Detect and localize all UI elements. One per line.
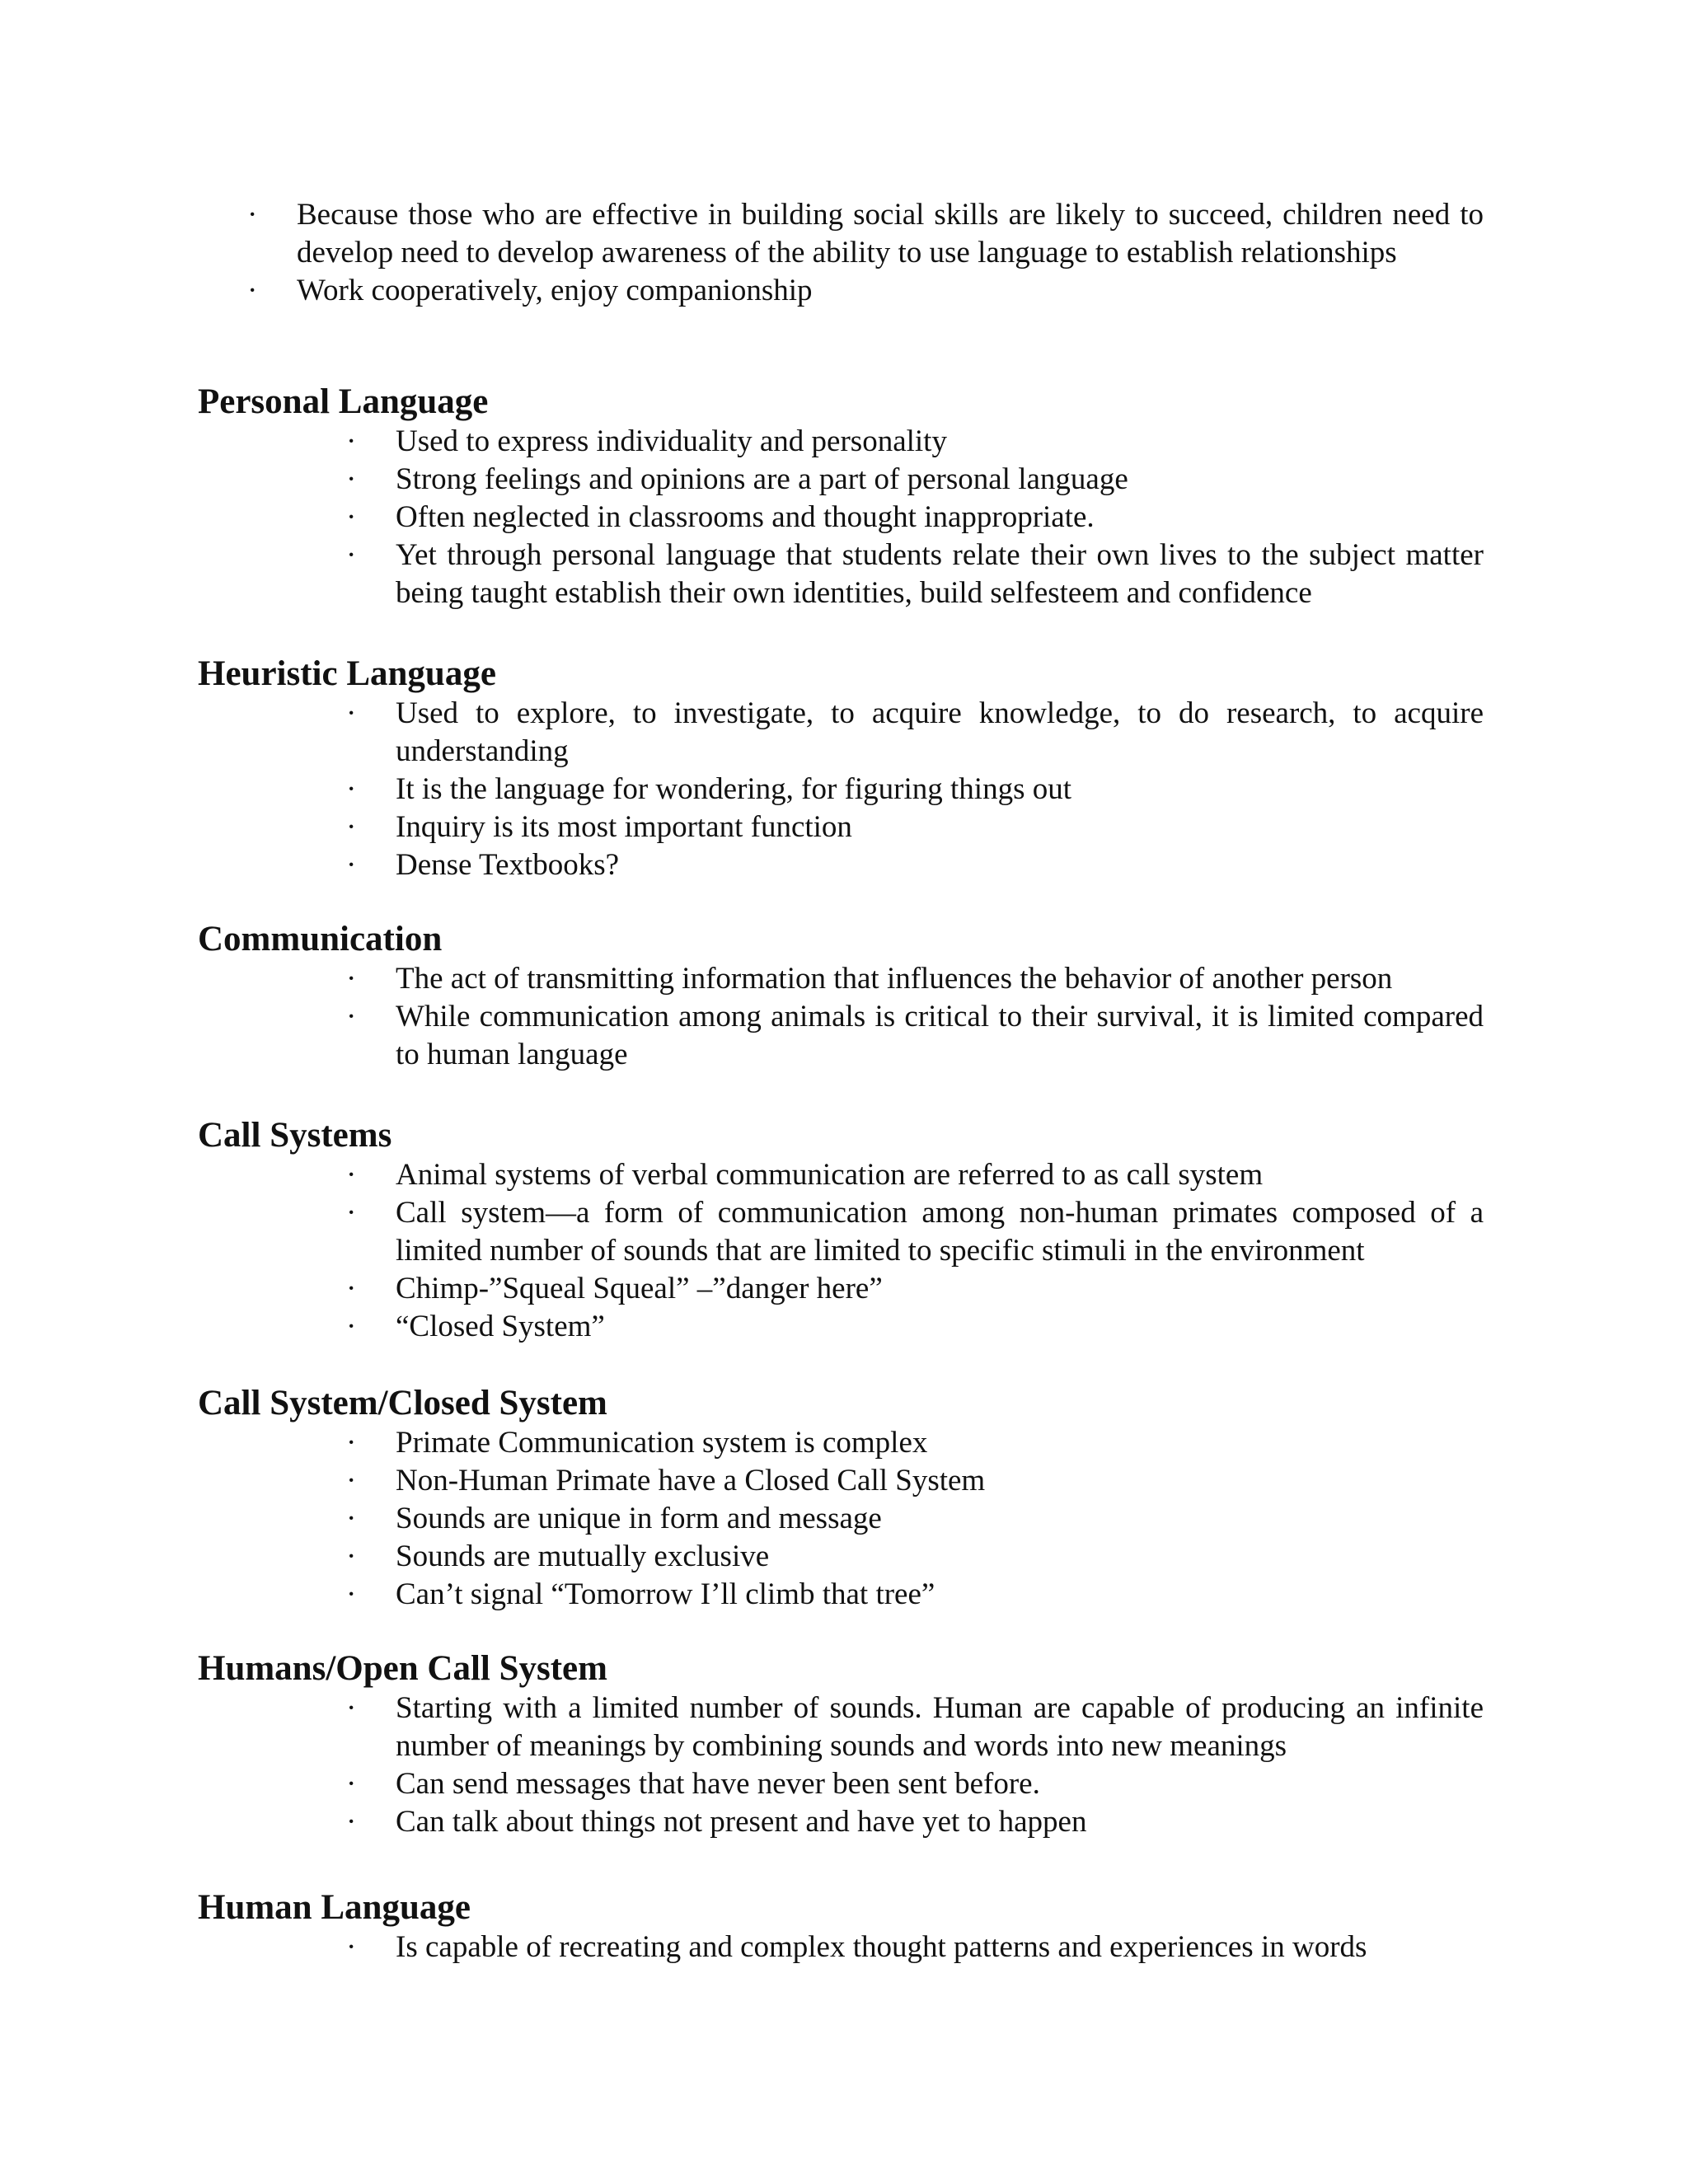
list-item <box>346 1156 1484 1194</box>
section-call-system-closed-system <box>198 1383 1484 1614</box>
bullet-icon: · <box>346 538 357 572</box>
bullet-icon: · <box>346 424 357 458</box>
list-item <box>346 1576 1484 1614</box>
list-item <box>346 499 1484 537</box>
list-item <box>346 1765 1484 1803</box>
section-items <box>198 423 1484 612</box>
list-item-text: Inquiry is its most important function <box>396 810 852 844</box>
bullet-icon: · <box>247 274 258 307</box>
section-items <box>198 1690 1484 1841</box>
list-item-text: Chimp-”Squeal Squeal” –”danger here” <box>396 1272 883 1305</box>
bullet-icon: · <box>346 810 357 844</box>
list-item <box>346 1500 1484 1538</box>
list-item-text: Dense Textbooks? <box>396 848 620 882</box>
bullet-icon: · <box>346 1272 357 1305</box>
section-heading: Call System/Closed System <box>198 1384 607 1422</box>
list-item-text: While communication among animals is critical to their survival, it is limited compared to human language <box>396 1000 1484 1071</box>
bullet-icon: · <box>346 772 357 806</box>
list-item <box>346 423 1484 461</box>
bullet-icon: · <box>346 1502 357 1535</box>
section-heading: Communication <box>198 920 443 958</box>
list-item-text: Primate Communication system is complex <box>396 1426 928 1460</box>
list-item-text: Sounds are unique in form and message <box>396 1502 882 1535</box>
section-call-systems <box>198 1115 1484 1346</box>
list-item-text: Is capable of recreating and complex thought patterns and experiences in words <box>396 1930 1367 1964</box>
list-item <box>346 998 1484 1074</box>
list-item-text: Strong feelings and opinions are a part of personal language <box>396 462 1128 496</box>
list-item-text: Used to explore, to investigate, to acquire knowledge, to do research, to acquire understanding <box>396 696 1484 768</box>
list-item-text: Non-Human Primate have a Closed Call System <box>396 1464 986 1497</box>
list-item <box>346 1424 1484 1462</box>
bullet-icon: · <box>346 962 357 996</box>
bullet-icon: · <box>346 1158 357 1192</box>
bullet-icon: · <box>346 1930 357 1964</box>
section-human-language <box>198 1887 1484 1966</box>
bullet-icon: · <box>346 1691 357 1725</box>
bullet-icon: · <box>346 1464 357 1497</box>
list-item <box>346 1270 1484 1308</box>
bullet-icon: · <box>346 1310 357 1343</box>
list-item-text: Can send messages that have never been sent before. <box>396 1767 1040 1801</box>
list-item-text: “Closed System” <box>396 1310 605 1343</box>
list-item-text: Yet through personal language that students relate their own lives to the subject matter being taught establish their own identities, build selfesteem and confidence <box>396 538 1484 610</box>
list-item <box>247 272 1484 310</box>
list-item <box>346 461 1484 499</box>
section-items <box>198 1929 1484 1966</box>
list-item-text: Sounds are mutually exclusive <box>396 1540 770 1573</box>
list-item-text: Used to express individuality and personality <box>396 424 947 458</box>
list-item <box>346 695 1484 771</box>
section-items <box>198 1156 1484 1346</box>
list-item <box>346 1538 1484 1576</box>
list-item-text: Starting with a limited number of sounds. Human are capable of producing an infinite number of meanings by combining sounds and words into new meanings <box>396 1691 1484 1763</box>
list-item-text: It is the language for wondering, for figuring things out <box>396 772 1071 806</box>
section-heuristic-language <box>198 654 1484 884</box>
list-item <box>346 771 1484 808</box>
list-item <box>346 537 1484 612</box>
section-items <box>198 1424 1484 1614</box>
section-heading: Humans/Open Call System <box>198 1649 607 1688</box>
section-items <box>198 960 1484 1074</box>
list-item-text: Call system—a form of communication among non-human primates composed of a limited number of sounds that are limited to specific stimuli in the environment <box>396 1196 1484 1268</box>
list-item-text: The act of transmitting information that influences the behavior of another person <box>396 962 1393 996</box>
bullet-icon: · <box>247 198 258 232</box>
bullet-icon: · <box>346 500 357 534</box>
section-heading: Human Language <box>198 1888 471 1927</box>
section-heading: Heuristic Language <box>198 654 496 693</box>
bullet-icon: · <box>346 1540 357 1573</box>
bullet-icon: · <box>346 1426 357 1460</box>
list-item-text: Can talk about things not present and have yet to happen <box>396 1805 1087 1839</box>
list-item <box>346 1803 1484 1841</box>
list-item <box>346 846 1484 884</box>
list-item <box>346 1462 1484 1500</box>
list-item <box>346 1690 1484 1765</box>
list-item-text: Can’t signal “Tomorrow I’ll climb that tree” <box>396 1577 935 1611</box>
bullet-icon: · <box>346 1805 357 1839</box>
intro-items <box>247 196 1484 310</box>
list-item <box>346 960 1484 998</box>
list-item-text: Often neglected in classrooms and thought inappropriate. <box>396 500 1095 534</box>
list-item <box>247 196 1484 272</box>
section-heading: Personal Language <box>198 382 489 421</box>
list-item <box>346 1929 1484 1966</box>
list-item <box>346 1194 1484 1270</box>
bullet-icon: · <box>346 1196 357 1230</box>
intro-list <box>247 196 1484 310</box>
section-humans-open-call-system <box>198 1648 1484 1841</box>
bullet-icon: · <box>346 848 357 882</box>
section-communication <box>198 919 1484 1074</box>
bullet-icon: · <box>346 1000 357 1033</box>
bullet-icon: · <box>346 462 357 496</box>
list-item-text: Work cooperatively, enjoy companionship <box>297 274 813 307</box>
list-item-text: Animal systems of verbal communication are referred to as call system <box>396 1158 1264 1192</box>
section-heading: Call Systems <box>198 1116 392 1155</box>
list-item <box>346 808 1484 846</box>
section-items <box>198 695 1484 884</box>
bullet-icon: · <box>346 1577 357 1611</box>
list-item-text: Because those who are effective in building social skills are likely to succeed, children need to develop need to develop awareness of the ability to use language to establish relationships <box>297 198 1484 269</box>
section-personal-language <box>198 382 1484 612</box>
list-item <box>346 1308 1484 1346</box>
bullet-icon: · <box>346 696 357 730</box>
bullet-icon: · <box>346 1767 357 1801</box>
